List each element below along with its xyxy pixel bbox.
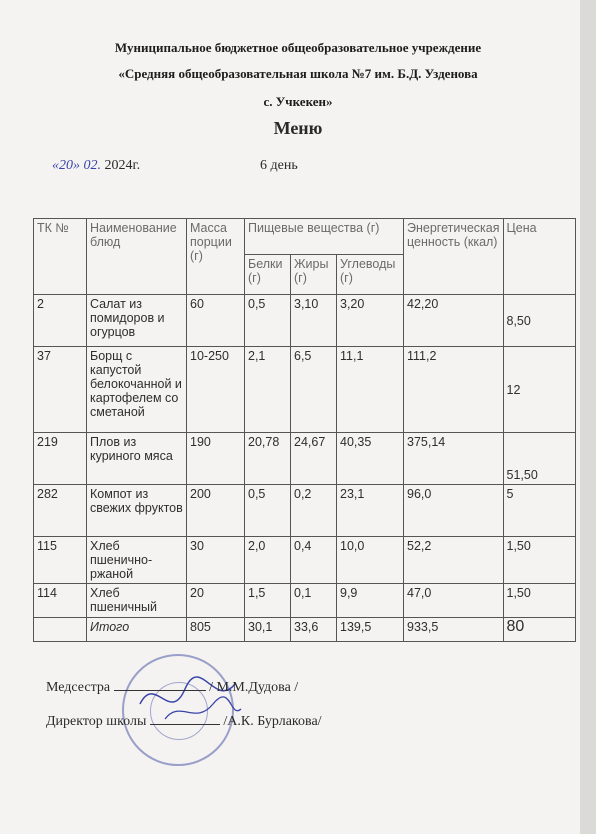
header-price: Цена xyxy=(503,219,575,295)
cell-proteins: 1,5 xyxy=(245,584,291,618)
cell-mass: 60 xyxy=(187,295,245,347)
cell-mass: 190 xyxy=(187,433,245,485)
header-mass: Масса порции (г) xyxy=(187,219,245,295)
menu-table xyxy=(33,218,576,642)
header-tk: ТК № xyxy=(34,219,87,295)
cell-carbs: 11,1 xyxy=(337,347,404,433)
cell-mass: 200 xyxy=(187,485,245,537)
director-name: /А.К. Бурлакова/ xyxy=(223,714,322,729)
cell-carbs: 9,9 xyxy=(337,584,404,618)
cell-name: Плов из куриного мяса xyxy=(87,433,187,485)
total-row xyxy=(34,618,576,642)
cell-fats: 0,1 xyxy=(291,584,337,618)
cell-energy: 47,0 xyxy=(404,584,504,618)
table-row xyxy=(34,584,576,618)
signature-line xyxy=(150,712,220,725)
cell-tk: 219 xyxy=(34,433,87,485)
cell-tk: 37 xyxy=(34,347,87,433)
cell-carbs: 3,20 xyxy=(337,295,404,347)
table-row xyxy=(34,537,576,584)
cell-price: 51,50 xyxy=(503,433,575,485)
cell-fats: 0,2 xyxy=(291,485,337,537)
header-energy: Энергетическая ценность (ккал) xyxy=(404,219,504,295)
total-proteins: 30,1 xyxy=(245,618,291,642)
cell-proteins: 2,0 xyxy=(245,537,291,584)
cell-name: Компот из свежих фруктов xyxy=(87,485,187,537)
day-number: 6 день xyxy=(260,158,298,173)
cell-proteins: 0,5 xyxy=(245,295,291,347)
nurse-signature xyxy=(46,678,298,696)
total-price: 80 xyxy=(503,618,575,642)
cell-name: Хлеб пшенично-ржаной xyxy=(87,537,187,584)
cell-energy: 52,2 xyxy=(404,537,504,584)
cell-price: 1,50 xyxy=(503,584,575,618)
header-fats: Жиры (г) xyxy=(291,255,337,295)
nurse-name: / М.М.Дудова / xyxy=(209,680,299,695)
cell-fats: 6,5 xyxy=(291,347,337,433)
cell-fats: 3,10 xyxy=(291,295,337,347)
table-row xyxy=(34,485,576,537)
cell-empty xyxy=(34,618,87,642)
cell-fats: 24,67 xyxy=(291,433,337,485)
director-label: Директор школы xyxy=(46,714,147,729)
nurse-label: Медсестра xyxy=(46,680,111,695)
header-carbs: Углеводы (г) xyxy=(337,255,404,295)
page-title: Меню xyxy=(273,118,323,138)
signature-line xyxy=(114,678,206,691)
cell-price: 1,50 xyxy=(503,537,575,584)
total-mass: 805 xyxy=(187,618,245,642)
header-line-1: Муниципальное бюджетное общеобразовательное учреждение xyxy=(114,40,482,55)
table-row xyxy=(34,433,576,485)
cell-tk: 115 xyxy=(34,537,87,584)
header-name: Наименование блюд xyxy=(87,219,187,295)
header-line-2: «Средняя общеобразовательная школа №7 им. Б.Д. Узденова xyxy=(118,66,478,81)
cell-energy: 42,20 xyxy=(404,295,504,347)
cell-price: 8,50 xyxy=(503,295,575,347)
cell-mass: 10-250 xyxy=(187,347,245,433)
cell-name: Борщ с капустой белокочанной и картофелем со сметаной xyxy=(87,347,187,433)
cell-carbs: 23,1 xyxy=(337,485,404,537)
total-energy: 933,5 xyxy=(404,618,504,642)
total-carbs: 139,5 xyxy=(337,618,404,642)
cell-energy: 96,0 xyxy=(404,485,504,537)
cell-proteins: 2,1 xyxy=(245,347,291,433)
total-label: Итого xyxy=(87,618,187,642)
handwritten-date: «20» 02. xyxy=(52,158,101,173)
date-line xyxy=(52,158,298,174)
table-row xyxy=(34,295,576,347)
cell-proteins: 20,78 xyxy=(245,433,291,485)
total-fats: 33,6 xyxy=(291,618,337,642)
cell-tk: 114 xyxy=(34,584,87,618)
cell-mass: 30 xyxy=(187,537,245,584)
cell-tk: 2 xyxy=(34,295,87,347)
table-row xyxy=(34,347,576,433)
cell-tk: 282 xyxy=(34,485,87,537)
cell-mass: 20 xyxy=(187,584,245,618)
header-line-3: с. Учкекен» xyxy=(263,94,333,109)
header-proteins: Белки (г) xyxy=(245,255,291,295)
cell-carbs: 40,35 xyxy=(337,433,404,485)
cell-price: 12 xyxy=(503,347,575,433)
cell-fats: 0,4 xyxy=(291,537,337,584)
director-signature xyxy=(46,712,322,730)
cell-energy: 111,2 xyxy=(404,347,504,433)
date-year: 2024г. xyxy=(104,158,141,173)
cell-price: 5 xyxy=(503,485,575,537)
cell-name: Салат из помидоров и огурцов xyxy=(87,295,187,347)
cell-carbs: 10,0 xyxy=(337,537,404,584)
cell-energy: 375,14 xyxy=(404,433,504,485)
cell-name: Хлеб пшеничный xyxy=(87,584,187,618)
cell-proteins: 0,5 xyxy=(245,485,291,537)
header-nutrients: Пищевые вещества (г) xyxy=(245,219,404,255)
